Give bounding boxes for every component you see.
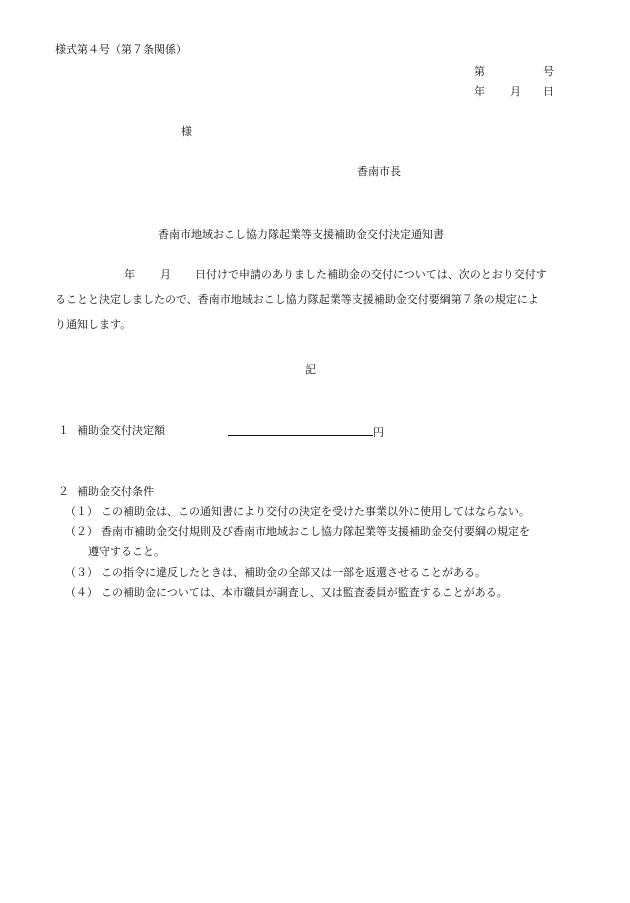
amount-unit: 円 (373, 426, 384, 439)
section-2-number: ２ (58, 485, 69, 498)
body-line-3: り通知します。 (55, 318, 132, 331)
condition-2-number: （２） (65, 525, 98, 538)
addressee-suffix: 様 (181, 125, 192, 138)
date-day: 日 (543, 85, 554, 98)
document-title: 香南市地域おこし協力隊起業等支援補助金交付決定通知書 (158, 228, 444, 241)
date-month: 月 (510, 85, 521, 98)
form-label: 様式第４号（第７条関係） (55, 43, 187, 56)
section-2-label: 補助金交付条件 (77, 485, 154, 498)
condition-4-text: この補助金については、本市職員が調査し、又は監査委員が監査することがある。 (101, 586, 508, 599)
condition-1-number: （１） (65, 505, 98, 518)
body-line-1: 日付けで申請のありました補助金の交付については、次のとおり交付す (195, 268, 547, 281)
condition-4-number: （４） (65, 586, 98, 599)
number-go: 号 (543, 65, 554, 78)
condition-1-text: この補助金は、この通知書により交付の決定を受けた事業以外に使用してはならない。 (101, 505, 530, 518)
ki-heading: 記 (305, 363, 316, 376)
amount-field (228, 424, 384, 440)
condition-3-text: この指令に違反したときは、補助金の全部又は一部を返還させることがある。 (101, 566, 486, 579)
amount-underline (228, 424, 373, 436)
date-year: 年 (474, 85, 485, 98)
condition-2-text: 香南市補助金交付規則及び香南市地域おこし協力隊起業等支援補助金交付要綱の規定を (101, 525, 530, 538)
condition-2-continuation: 遵守すること。 (88, 545, 165, 558)
issuer: 香南市長 (357, 165, 401, 178)
condition-3-number: （３） (65, 566, 98, 579)
section-1-label: 補助金交付決定額 (77, 424, 165, 437)
body-month: 月 (160, 268, 171, 281)
section-1-number: １ (58, 424, 69, 437)
body-year: 年 (124, 268, 135, 281)
number-dai: 第 (474, 65, 485, 78)
body-line-2: ることと決定しましたので、香南市地域おこし協力隊起業等支援補助金交付要綱第７条の規定によ (55, 293, 539, 306)
